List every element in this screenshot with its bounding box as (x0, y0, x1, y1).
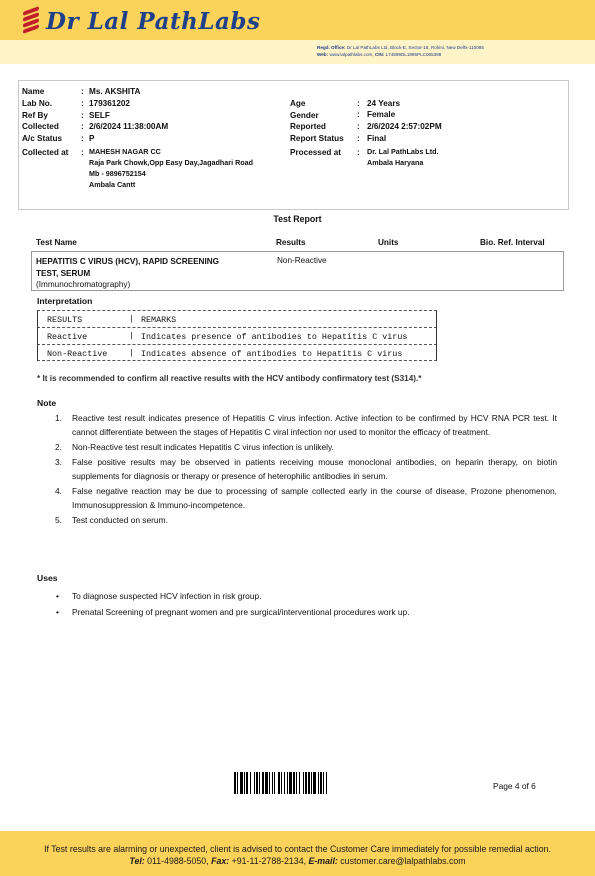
note-heading: Note (37, 398, 57, 408)
interpretation-row: Non-Reactive | Indicates absence of antibodies to Hepatitis C virus (37, 344, 437, 361)
list-item: 5. Test conducted on serum. (55, 515, 168, 525)
brand-name: Dr Lal PathLabs (46, 7, 261, 35)
processed-at-label: Processed at (290, 148, 341, 157)
gender: Female (367, 110, 396, 119)
test-row (31, 251, 564, 291)
test-method: (Immunochromatography) (36, 280, 131, 289)
confirmation-recommendation: * It is recommended to confirm all reactive results with the HCV antibody confirmatory test (S314).* (37, 374, 422, 383)
list-item: 3. False positive results may be observed in patients receiving mouse monoclonal antibodies, on heparin therapy, on biotin supplements for diagnosis or therapy or presence of heterophilic antibodies in serum. (55, 457, 557, 481)
footer-advisory: If Test results are alarming or unexpected, client is advised to contact the Customer Care immediately for possible remedial action. (44, 844, 551, 854)
list-item: 1. Reactive test result indicates presence of Hepatitis C virus infection. Active infection to be confirmed by HCV RNA PCR test. It cannot differentiate between the stages of Hepatitis C viral infection nor used to monitor the efficacy of treatment. (55, 413, 557, 437)
barcode-icon (234, 772, 362, 794)
report-status: Final (367, 134, 387, 143)
list-item: 2. Non-Reactive test result indicates Hepatitis C virus infection is unlikely. (55, 442, 334, 452)
col-results: Results (276, 238, 306, 247)
col-test-name: Test Name (36, 238, 77, 247)
age-label: Age (290, 99, 306, 108)
collected-time: 2/6/2024 11:38:00AM (89, 122, 169, 131)
collected-at-address: MAHESH NAGAR CC Raja Park Chowk,Opp Easy Day,Jagadhari Road Mb - 9896752154 Ambala Cantt (89, 147, 254, 189)
report-title: Test Report (273, 214, 322, 224)
interpretation-table (37, 310, 437, 361)
list-item: 4. False negative reaction may be due to processing of sample collected early in the course of disease, Prozone phenomenon, Immunosuppression & Immuno-incompetence. (55, 486, 557, 510)
gender-label: Gender (290, 111, 319, 120)
report-status-label: Report Status (290, 134, 344, 143)
interpretation-header-row: RESULTS | REMARKS (37, 310, 437, 327)
name-label: Name (22, 87, 45, 96)
reported-label: Reported (290, 122, 326, 131)
notes-list (52, 411, 557, 528)
test-result: Non-Reactive (277, 256, 327, 265)
footer-contacts: Tel: 011-4988-5050, Fax: +91-11-2788-2134, E-mail: customer.care@lalpathlabs.com (129, 856, 466, 866)
processed-at-address: Dr. Lal PathLabs Ltd. Ambala Haryana (367, 147, 439, 167)
interpretation-heading: Interpretation (37, 296, 93, 306)
list-item: • To diagnose suspected HCV infection in risk group. (56, 591, 262, 601)
uses-list (52, 588, 557, 620)
ac-status-label: A/c Status (22, 134, 63, 143)
list-item: • Prenatal Screening of pregnant women and pre surgical/interventional procedures work up. (56, 607, 410, 617)
ref-by: SELF (89, 111, 110, 120)
interpretation-row: Reactive | Indicates presence of antibodies to Hepatitis C virus (37, 327, 437, 344)
ac-status: P (89, 134, 95, 143)
reported-time: 2/6/2024 2:57:02PM (367, 122, 442, 131)
ref-by-label: Ref By (22, 111, 48, 120)
brand-logo (22, 6, 260, 36)
office-band (0, 40, 595, 64)
age: 24 Years (367, 99, 401, 108)
dna-helix-icon (22, 8, 40, 34)
test-name: HEPATITIS C VIRUS (HCV), RAPID SCREENING TEST, SERUM (36, 257, 220, 278)
collected-label: Collected (22, 122, 59, 131)
col-units: Units (378, 238, 399, 247)
patient-name: Ms. AKSHITA (89, 87, 141, 96)
registered-office: Regd. Office: Dr Lal PathLabs Ltd, Block-E, Sector-18, Rohini, New Delhi-110085 Web: www.lalpathlabs.com, CIN: L74899DL1995PLC065388 (317, 45, 484, 57)
uses-heading: Uses (37, 573, 58, 583)
lab-no-label: Lab No. (22, 99, 53, 108)
page-count: Page 4 of 6 (493, 781, 536, 791)
col-ref-interval: Bio. Ref. Interval (480, 238, 545, 247)
collected-at-label: Collected at (22, 148, 69, 157)
lab-no: 179361202 (89, 99, 130, 108)
